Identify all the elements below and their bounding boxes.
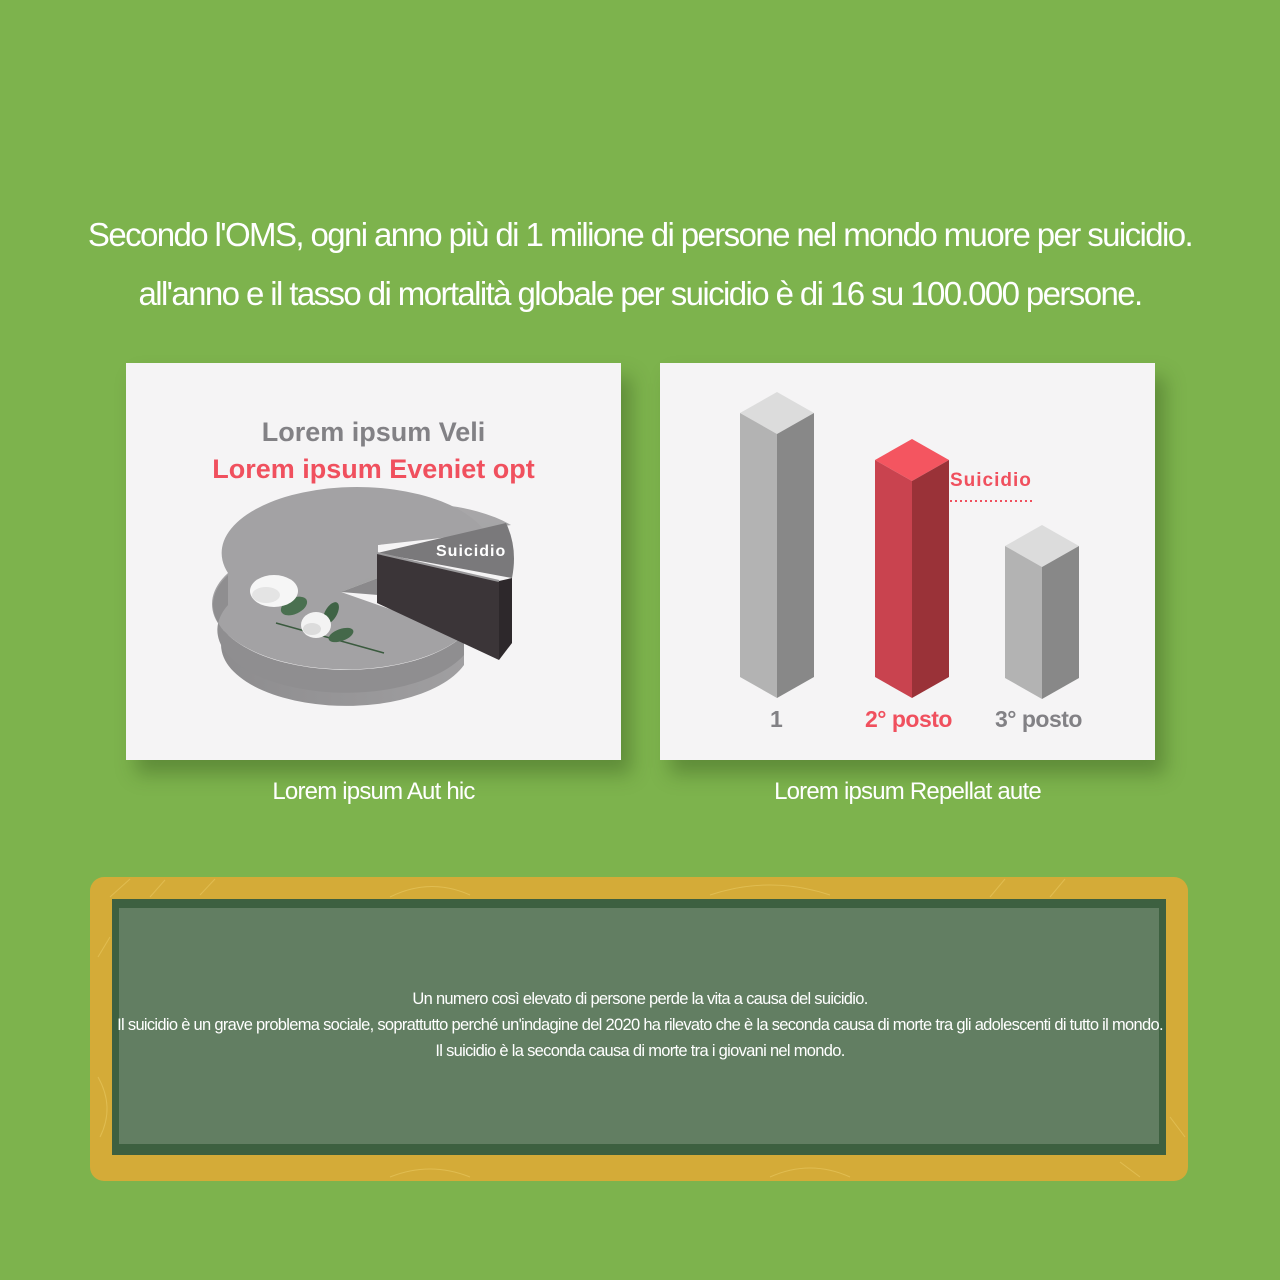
bar-chart-caption: Lorem ipsum Repellat aute [774, 778, 1041, 805]
bar-chart-graphic [660, 363, 1155, 760]
headline [0, 205, 1280, 323]
chalkboard-line-2: Il suicidio è un grave problema sociale, soprattutto perché un'indagine del 2020 ha rilevato che è la seconda causa di morte tra gli adolescenti di tutto il mondo. [117, 1016, 1163, 1034]
bar-1 [740, 392, 814, 698]
chalkboard-text [0, 986, 1280, 1064]
chalkboard-line-1: Un numero così elevato di persone perde la vita a causa del suicidio. [412, 990, 868, 1008]
bar-label-3: 3° posto [995, 706, 1082, 732]
pie-chart-title: Lorem ipsum Veli [261, 417, 486, 447]
bar-label-1: 1 [770, 706, 783, 732]
headline-line-2: all'anno e il tasso di mortalità globale per suicidio è di 16 su 100.000 persone. [138, 275, 1142, 312]
bar-chart-card [660, 363, 1155, 760]
bar-annotation-label: Suicidio [950, 470, 1032, 491]
pie-chart-caption: Lorem ipsum Aut hic [272, 778, 475, 805]
pie-chart-subtitle: Lorem ipsum Eveniet opt [212, 454, 535, 484]
pie-chart-card [126, 363, 621, 760]
bar-3 [1005, 525, 1079, 699]
bar-2 [875, 439, 949, 698]
chalkboard-line-3: Il suicidio è la seconda causa di morte tra i giovani nel mondo. [435, 1042, 845, 1060]
bar-label-2: 2° posto [865, 706, 952, 732]
headline-line-1: Secondo l'OMS, ogni anno più di 1 milione di persone nel mondo muore per suicidio. [87, 216, 1193, 253]
pie-slice-label: Suicidio [436, 543, 507, 560]
pie-chart-graphic [126, 363, 621, 760]
